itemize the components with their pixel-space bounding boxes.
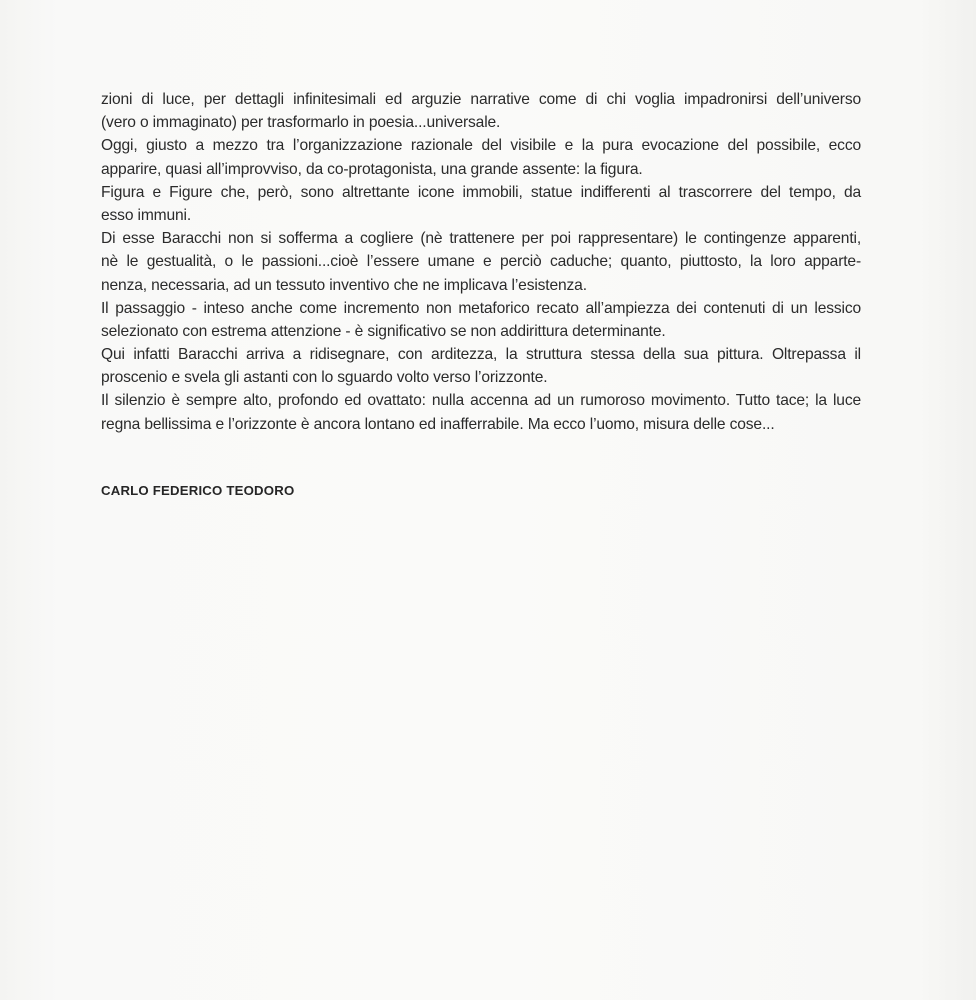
- text-line: esso immuni.: [101, 206, 192, 224]
- text-line: Il passaggio - inteso anche come incremento non metaforico recato all’ampiezza dei contenuti di un lessico: [101, 299, 861, 317]
- text-line: Qui infatti Baracchi arriva a ridisegnare, con arditezza, la struttura stessa della sua pittura. Oltrepassa il: [101, 346, 861, 364]
- text-line: Oggi, giusto a mezzo tra l’organizzazione razionale del visibile e la pura evocazione del possibile, ecco: [101, 137, 861, 155]
- author-signature: CARLO FEDERICO TEODORO: [101, 483, 295, 498]
- text-line: Figura e Figure che, però, sono altrettante icone immobili, statue indifferenti al trascorrere del tempo, da: [101, 183, 861, 201]
- text-line: proscenio e svela gli astanti con lo sguardo volto verso l’orizzonte.: [101, 369, 548, 387]
- text-line: Di esse Baracchi non si sofferma a cogliere (nè trattenere per poi rappresentare) le contingenze apparenti,: [101, 230, 861, 248]
- text-line: apparire, quasi all’improvviso, da co-protagonista, una grande assente: la figura.: [101, 160, 643, 178]
- text-line: regna bellissima e l’orizzonte è ancora lontano ed inafferrabile. Ma ecco l’uomo, misura delle cose...: [101, 415, 775, 433]
- body-text: [101, 88, 861, 436]
- text-line: zioni di luce, per dettagli infinitesimali ed arguzie narrative come di chi voglia impadronirsi dell’universo: [101, 91, 861, 108]
- text-line: Il silenzio è sempre alto, profondo ed ovattato: nulla accenna ad un rumoroso movimento. Tutto tace; la luce: [101, 392, 861, 410]
- text-line: selezionato con estrema attenzione - è significativo se non addirittura determinante.: [101, 322, 666, 340]
- text-line: (vero o immaginato) per trasformarlo in poesia...universale.: [101, 114, 501, 132]
- text-line: nenza, necessaria, ad un tessuto inventivo che ne implicava l’esistenza.: [101, 276, 587, 294]
- text-line: nè le gestualità, o le passioni...cioè l’essere umane e perciò caduche; quanto, piuttosto, la loro apparte-: [101, 253, 861, 271]
